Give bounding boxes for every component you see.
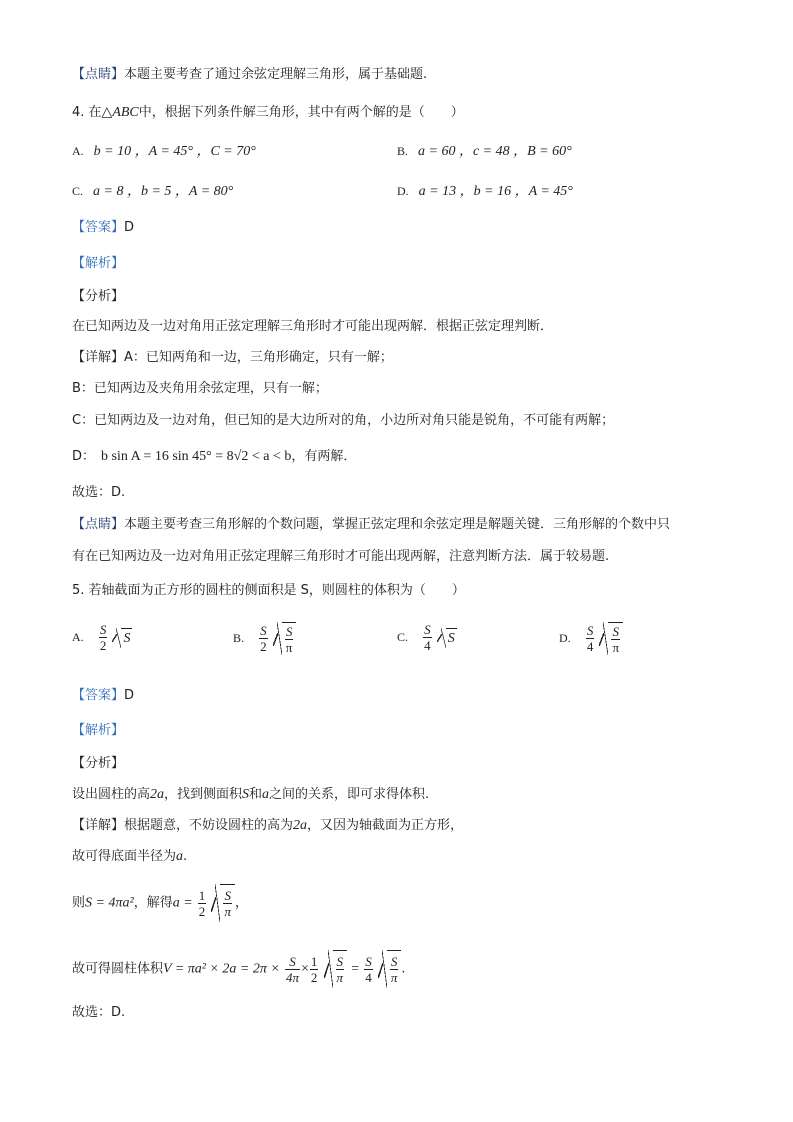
fenxi-a: a (262, 787, 270, 802)
q4-analysis-tag (72, 255, 124, 273)
q4-detail-c: C：已知两边及一边对角，但已知的是大边所对的角，小边所对角只能是锐角，不可能有两解； (72, 413, 615, 428)
sqrt-radicand: S (446, 628, 457, 648)
q4-stem (72, 104, 464, 122)
fraction-numerator: S (612, 624, 619, 639)
detail-a-text: A：已知两角和一边，三角形确定，只有一解； (124, 350, 393, 365)
analysis-tag: 【解析】 (72, 256, 125, 271)
q5-stem: 5. 若轴截面为正方形的圆柱的侧面积是 S，则圆柱的体积为（ ） (72, 583, 465, 598)
fraction-numerator: S (285, 624, 293, 639)
sqrt (437, 628, 457, 648)
fraction (285, 954, 300, 985)
sqrt (324, 950, 348, 988)
q5-fenxi (72, 786, 429, 804)
detail1-prefix: 根据题意，不妨设圆柱的高为 (124, 818, 294, 833)
q4-option-a (72, 142, 256, 161)
detail-tag: 【详解】 (72, 350, 125, 365)
fenxi-suffix: 之间的关系，即可求得体积. (269, 787, 430, 802)
detail3-suffix: ， (234, 895, 248, 911)
q4-detail-b: B：已知两边及夹角用余弦定理，只有一解； (72, 381, 328, 396)
fraction (310, 954, 319, 985)
fraction-numerator: 1 (198, 887, 206, 903)
fraction-denominator: 2 (310, 969, 318, 985)
q5-option-c (397, 622, 457, 653)
detail4-eq2: = (351, 961, 360, 977)
q5-option-b (233, 622, 296, 655)
q5-detail4 (72, 950, 406, 988)
fraction-denominator: 4 (586, 639, 594, 654)
detail4-end: . (401, 961, 406, 977)
fraction-numerator: S (285, 954, 300, 970)
option-label: C. (397, 630, 409, 644)
q5-option-d (559, 622, 623, 655)
q4-detail-a (72, 349, 393, 367)
option-label: A. (72, 630, 84, 644)
q5-choose: 故选：D. (72, 1005, 126, 1020)
option-label: B. (233, 631, 245, 645)
option-label: D. (559, 631, 571, 645)
sqrt (599, 622, 623, 655)
q4-stem-prefix: 4. 在 (72, 105, 102, 120)
detail4-prefix: 故可得圆柱体积 (72, 961, 164, 977)
fraction-numerator: S (365, 953, 372, 969)
review-tag: 【点睛】 (72, 67, 125, 82)
q4-stem-suffix: 中，根据下列条件解三角形，其中有两个解的是（ ） (138, 105, 464, 120)
sqrt-fraction (285, 624, 294, 655)
answer-value: D (124, 688, 135, 703)
option-label: D. (397, 184, 409, 198)
answer-tag: 【答案】 (72, 688, 125, 703)
detail-d-math: b sin A = 16 sin 45° = 8√2 < a < b (101, 449, 292, 464)
detail2-suffix: . (183, 849, 188, 864)
option-text: a = 8 ，b = 5 ，A = 80° (93, 184, 234, 199)
detail3-a: a = (172, 895, 193, 911)
q4-fenxi-tag (72, 288, 124, 306)
answer-tag: 【答案】 (72, 220, 125, 235)
fraction-numerator: S (260, 623, 267, 638)
fenxi-h: 2a (150, 787, 165, 802)
detail-d-suffix: ，有两解． (291, 449, 357, 464)
fenxi-tag: 【分析】 (72, 289, 125, 304)
q5-detail2 (72, 848, 187, 866)
answer-value: D (124, 220, 135, 235)
fenxi-mid2: 和 (249, 787, 263, 802)
fraction (364, 954, 373, 985)
detail-d-prefix: D： (72, 449, 96, 464)
q5-fenxi-tag (72, 755, 124, 773)
detail4-times: × (300, 961, 309, 977)
review-tag: 【点睛】 (72, 517, 125, 532)
fraction (99, 622, 108, 653)
option-label: C. (72, 184, 84, 198)
fraction-numerator: S (424, 622, 431, 637)
q5-option-a (72, 622, 132, 653)
fraction-numerator: 1 (310, 953, 318, 969)
q5-detail1 (72, 817, 463, 835)
q5-analysis-tag (72, 722, 124, 740)
fenxi-prefix: 设出圆柱的高 (72, 787, 151, 802)
detail1-h: 2a (293, 818, 308, 833)
fraction-denominator: π (285, 640, 293, 655)
sqrt-fraction (336, 954, 345, 985)
fraction-denominator: π (336, 970, 344, 985)
fraction-denominator: 4 (424, 638, 431, 653)
sqrt-fraction (390, 954, 399, 985)
fraction-denominator: 2 (198, 903, 206, 919)
sqrt (112, 628, 132, 648)
sqrt-fraction (223, 888, 232, 919)
detail3-eq: S = 4πa² (85, 895, 134, 911)
fraction-denominator: π (224, 904, 231, 919)
q5-detail3 (72, 884, 248, 922)
q4-option-d (397, 182, 573, 201)
q4-answer (72, 219, 134, 237)
fraction-numerator: S (336, 954, 344, 969)
fraction (198, 888, 207, 919)
fraction (259, 623, 268, 654)
detail2-a: a (176, 849, 184, 864)
option-label: B. (397, 144, 409, 158)
fraction-denominator: 2 (260, 639, 267, 654)
option-text: a = 60 ，c = 48 ，B = 60° (418, 144, 572, 159)
q5-answer (72, 687, 134, 705)
fenxi-s: S (242, 787, 250, 802)
q4-detail-d (72, 448, 356, 466)
sqrt-radicand: S (121, 628, 132, 648)
fraction-denominator: 4 (365, 969, 372, 985)
prev-review (72, 66, 427, 84)
option-text: b = 10 ，A = 45° ，C = 70° (93, 144, 256, 159)
detail3-prefix: 则 (72, 895, 86, 911)
fraction-denominator: 4π (285, 969, 299, 985)
detail-tag: 【详解】 (72, 818, 125, 833)
fenxi-mid1: ，找到侧面积 (164, 787, 243, 802)
detail3-mid: ，解得 (133, 895, 173, 911)
sqrt (273, 622, 297, 655)
fraction-numerator: S (390, 954, 398, 969)
sqrt-fraction (611, 624, 620, 655)
fraction-denominator: 2 (99, 638, 107, 653)
analysis-tag: 【解析】 (72, 723, 125, 738)
fraction-denominator: π (390, 970, 398, 985)
fraction-numerator: S (586, 623, 594, 638)
fraction (586, 623, 595, 654)
option-text: a = 13 ，b = 16 ，A = 45° (418, 184, 573, 199)
q4-review-line1 (72, 516, 670, 534)
detail4-eq1: V = πa² × 2a = 2π × (163, 961, 280, 977)
fraction (423, 622, 432, 653)
detail2-prefix: 故可得底面半径为 (72, 849, 177, 864)
q4-option-c (72, 182, 233, 201)
q4-choose: 故选：D. (72, 485, 126, 500)
fenxi-tag: 【分析】 (72, 756, 125, 771)
fraction-denominator: π (612, 640, 620, 655)
q4-option-b (397, 142, 572, 161)
q4-review-line2: 有在已知两边及一边对角用正弦定理解三角形时才可能出现两解，注意判断方法．属于较易题. (72, 549, 610, 564)
option-label: A. (72, 144, 84, 158)
q4-fenxi: 在已知两边及一边对角用正弦定理解三角形时才可能出现两解．根据正弦定理判断． (72, 319, 554, 334)
q4-triangle: △ABC (101, 105, 139, 120)
fraction-numerator: S (224, 888, 231, 903)
review-text: 本题主要考查了通过余弦定理解三角形，属于基础题. (124, 67, 428, 82)
sqrt (378, 950, 402, 988)
fraction-numerator: S (99, 622, 107, 637)
review-text: 本题主要考查三角形解的个数问题，掌握正弦定理和余弦定理是解题关键．三角形解的个数中只 (124, 517, 671, 532)
sqrt (211, 884, 235, 922)
detail1-suffix: ，又因为轴截面为正方形， (307, 818, 464, 833)
